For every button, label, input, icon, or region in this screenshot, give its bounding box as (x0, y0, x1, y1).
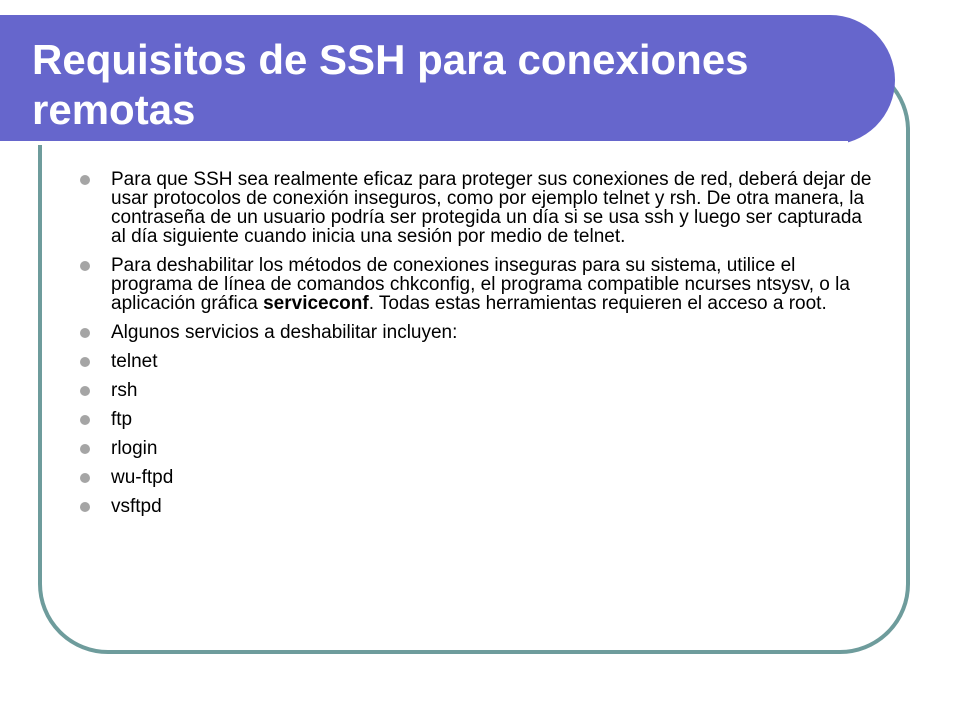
bullet-text-part: Para deshabilitar los métodos de conexiones inseguras para su sistema, utilice el programa de línea de comandos chkconfig, el programa compatible ncurses ntsysv, o la aplicación gráfica (111, 255, 850, 314)
bullet-item (80, 352, 880, 371)
bullet-text (111, 255, 850, 314)
bullet-text: wu-ftpd (111, 467, 174, 488)
bullet-dot-icon (80, 415, 90, 425)
bullet-text: vsftpd (111, 496, 162, 517)
bullet-item (80, 410, 880, 429)
bullet-dot-icon (80, 386, 90, 396)
title-underline (0, 141, 848, 145)
bullet-dot-icon (80, 357, 90, 367)
bullet-item (80, 381, 880, 400)
bullet-item (80, 497, 880, 516)
bullet-item (80, 439, 880, 458)
bullet-list (80, 170, 880, 526)
bullet-item (80, 170, 880, 246)
bullet-text: rsh (111, 380, 138, 401)
bullet-text: ftp (111, 409, 133, 430)
slide-title: Requisitos de SSH para conexiones remotas (32, 36, 749, 133)
bullet-item (80, 468, 880, 487)
bullet-bold-term: serviceconf (263, 293, 369, 314)
bullet-item (80, 256, 880, 313)
bullet-dot-icon (80, 473, 90, 483)
bullet-text: rlogin (111, 438, 158, 459)
bullet-dot-icon (80, 261, 90, 271)
bullet-text: telnet (111, 351, 158, 372)
bullet-dot-icon (80, 328, 90, 338)
bullet-dot-icon (80, 502, 90, 512)
bullet-item (80, 323, 880, 342)
title-banner (0, 15, 895, 145)
bullet-text: Algunos servicios a deshabilitar incluyen: (111, 322, 458, 343)
bullet-text-part: . Todas estas herramientas requieren el acceso a root. (368, 293, 827, 314)
bullet-dot-icon (80, 444, 90, 454)
bullet-dot-icon (80, 175, 90, 185)
bullet-text: Para que SSH sea realmente eficaz para proteger sus conexiones de red, deberá dejar de usar protocolos de conexión inseguros, como por ejemplo telnet y rsh. De otra manera, la contraseña de un usuario podría ser protegida un día si se usa ssh y luego ser capturada al día siguiente cuando inicia una sesión por medio de telnet. (111, 169, 872, 247)
